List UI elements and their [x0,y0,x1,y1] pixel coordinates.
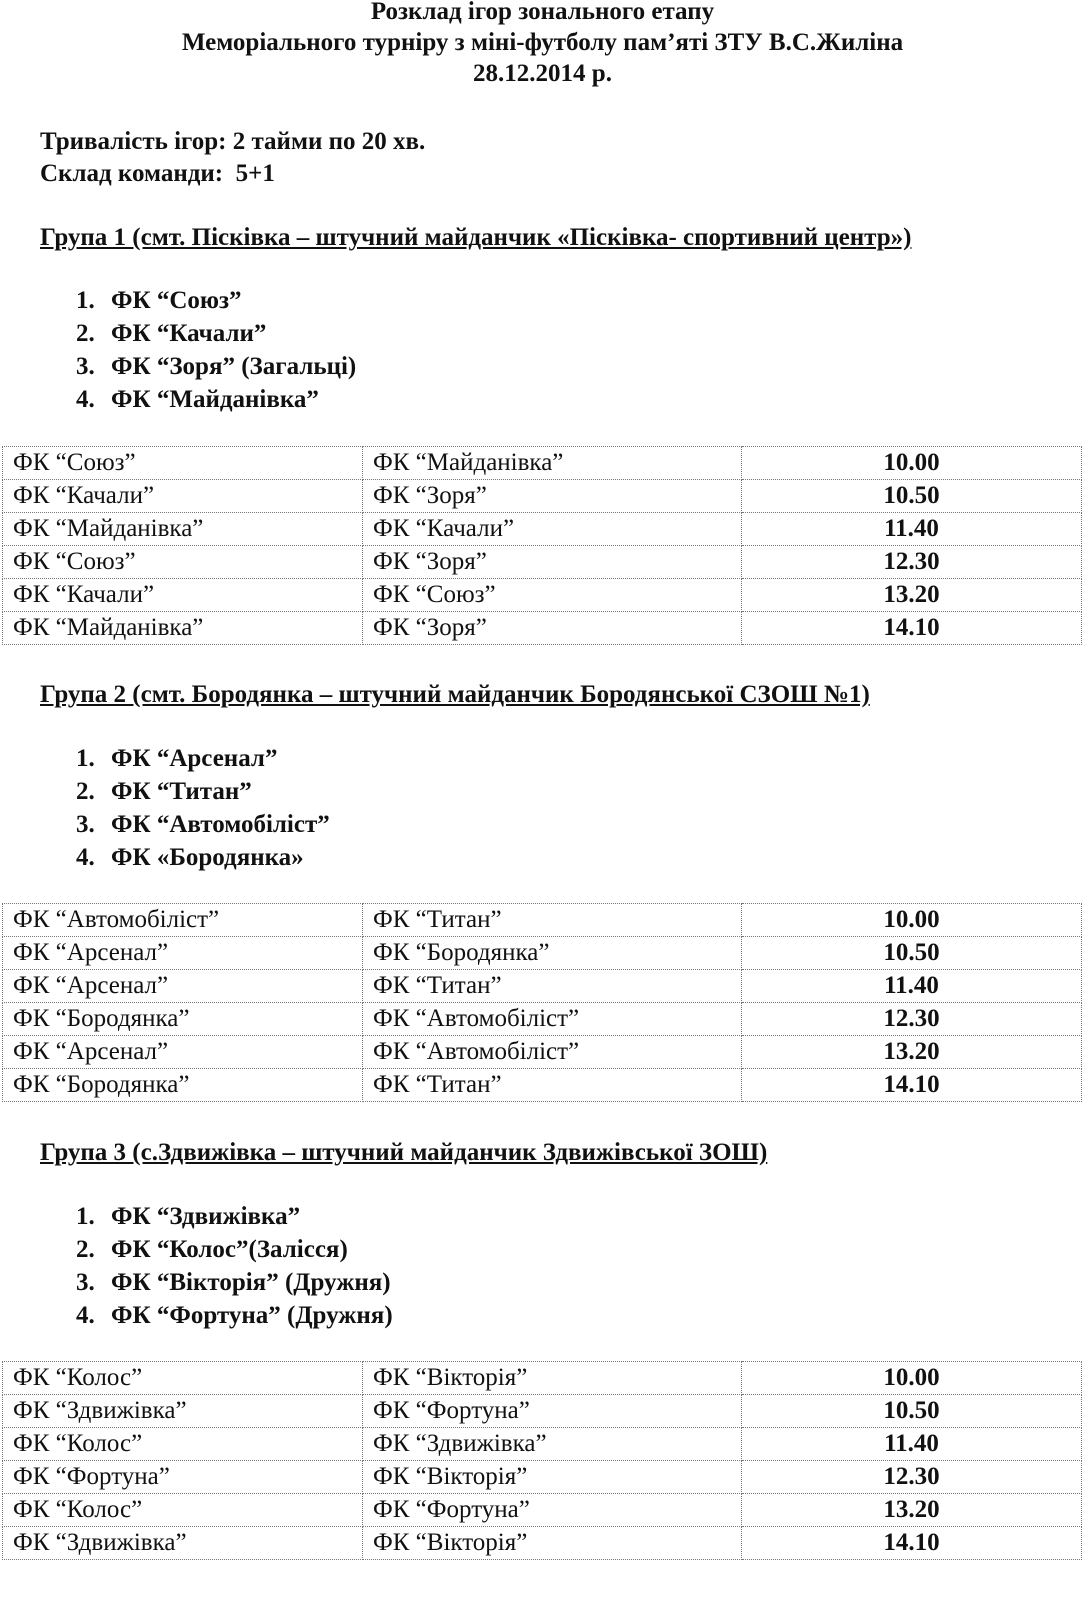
away-team-cell: ФК “Вікторія” [363,1362,742,1395]
list-item [76,383,356,416]
list-item [76,350,356,383]
list-item [76,1200,393,1233]
team-name: ФК “Союз” [111,287,242,314]
home-team-cell: ФК “Майданівка” [3,513,363,546]
list-item [76,317,356,350]
list-number: 4. [76,1302,95,1329]
table-row [3,513,1082,546]
away-team-cell: ФК “Майданівка” [363,447,742,480]
kickoff-time-cell: 11.40 [742,1428,1082,1461]
team-name: ФК “Вікторія” (Дружня) [111,1269,391,1296]
table-row [3,579,1082,612]
away-team-cell: ФК “Титан” [363,1069,742,1102]
list-number: 3. [76,811,95,838]
list-number: 1. [76,745,95,772]
home-team-cell: ФК “Бородянка” [3,1003,363,1036]
group-2-schedule-table [2,903,1082,1102]
away-team-cell: ФК “Зоря” [363,612,742,645]
away-team-cell: ФК “Бородянка” [363,937,742,970]
table-row [3,1362,1082,1395]
title-line-3: 28.12.2014 р. [473,60,612,87]
team-name: ФК “Зоря” (Загальці) [111,353,357,380]
title-line-2: Меморіального турніру з міні-футболу пам’яті ЗТУ В.С.Жиліна [181,29,904,56]
team-name: ФК “Майданівка” [111,386,319,413]
kickoff-time-cell: 11.40 [742,970,1082,1003]
list-item [76,284,356,317]
table-row [3,1461,1082,1494]
home-team-cell: ФК “Колос” [3,1428,363,1461]
kickoff-time-cell: 12.30 [742,1003,1082,1036]
table-row [3,612,1082,645]
away-team-cell: ФК “Вікторія” [363,1461,742,1494]
list-number: 3. [76,1269,95,1296]
home-team-cell: ФК “Фортуна” [3,1461,363,1494]
away-team-cell: ФК “Союз” [363,579,742,612]
table-row [3,1395,1082,1428]
duration-text: Тривалість ігор: 2 тайми по 20 хв. [40,128,426,155]
kickoff-time-cell: 14.10 [742,612,1082,645]
away-team-cell: ФК “Зоря” [363,480,742,513]
table-row [3,447,1082,480]
kickoff-time-cell: 10.00 [742,904,1082,937]
kickoff-time-cell: 13.20 [742,579,1082,612]
team-name: ФК “Автомобіліст” [111,811,330,838]
list-number: 1. [76,1203,95,1230]
team-name: ФК “Здвижівка” [111,1203,301,1230]
home-team-cell: ФК “Майданівка” [3,612,363,645]
kickoff-time-cell: 13.20 [742,1036,1082,1069]
list-number: 2. [76,320,95,347]
home-team-cell: ФК “Союз” [3,447,363,480]
table-row [3,1003,1082,1036]
table-row [3,480,1082,513]
title-line-1: Розклад ігор зонального етапу [370,0,715,25]
group-1-team-list [76,284,356,416]
away-team-cell: ФК “Автомобіліст” [363,1036,742,1069]
team-name: ФК “Арсенал” [111,745,278,772]
kickoff-time-cell: 12.30 [742,546,1082,579]
away-team-cell: ФК “Качали” [363,513,742,546]
home-team-cell: ФК “Автомобіліст” [3,904,363,937]
kickoff-time-cell: 11.40 [742,513,1082,546]
home-team-cell: ФК “Союз” [3,546,363,579]
list-number: 4. [76,844,95,871]
group-3-schedule-table [2,1361,1082,1560]
kickoff-time-cell: 10.50 [742,1395,1082,1428]
home-team-cell: ФК “Арсенал” [3,970,363,1003]
list-item [76,775,330,808]
away-team-cell: ФК “Вікторія” [363,1527,742,1560]
table-row [3,970,1082,1003]
kickoff-time-cell: 10.00 [742,447,1082,480]
list-item [76,742,330,775]
tournament-meta [40,126,425,190]
list-number: 3. [76,353,95,380]
list-number: 2. [76,778,95,805]
kickoff-time-cell: 14.10 [742,1527,1082,1560]
table-row [3,1494,1082,1527]
away-team-cell: ФК “Автомобіліст” [363,1003,742,1036]
list-item [76,808,330,841]
list-item [76,841,330,874]
home-team-cell: ФК “Арсенал” [3,1036,363,1069]
home-team-cell: ФК “Здвижівка” [3,1527,363,1560]
roster-text: Склад команди: 5+1 [40,160,275,187]
away-team-cell: ФК “Титан” [363,904,742,937]
table-row [3,904,1082,937]
table-row [3,1428,1082,1461]
home-team-cell: ФК “Колос” [3,1362,363,1395]
table-row [3,937,1082,970]
group-1-schedule-table [2,446,1082,645]
kickoff-time-cell: 12.30 [742,1461,1082,1494]
team-name: ФК “Титан” [111,778,252,805]
kickoff-time-cell: 14.10 [742,1069,1082,1102]
team-name: ФК «Бородянка» [111,844,304,871]
home-team-cell: ФК “Здвижівка” [3,1395,363,1428]
team-name: ФК “Колос”(Залісся) [111,1236,348,1263]
list-item [76,1299,393,1332]
kickoff-time-cell: 10.50 [742,480,1082,513]
kickoff-time-cell: 10.00 [742,1362,1082,1395]
team-name: ФК “Фортуна” (Дружня) [111,1302,393,1329]
home-team-cell: ФК “Качали” [3,579,363,612]
kickoff-time-cell: 13.20 [742,1494,1082,1527]
away-team-cell: ФК “Фортуна” [363,1395,742,1428]
group-2-team-list [76,742,330,874]
table-row [3,546,1082,579]
list-number: 1. [76,287,95,314]
away-team-cell: ФК “Титан” [363,970,742,1003]
group-1-heading: Група 1 (смт. Пісківка – штучний майданчик «Пісківка- спортивний центр») [40,224,912,251]
table-row [3,1069,1082,1102]
away-team-cell: ФК “Фортуна” [363,1494,742,1527]
group-2-heading: Група 2 (смт. Бородянка – штучний майданчик Бородянської СЗОШ №1) [40,681,870,708]
list-number: 4. [76,386,95,413]
table-row [3,1036,1082,1069]
list-number: 2. [76,1236,95,1263]
document-title [0,0,1085,89]
away-team-cell: ФК “Зоря” [363,546,742,579]
group-3-team-list [76,1200,393,1332]
team-name: ФК “Качали” [111,320,267,347]
home-team-cell: ФК “Арсенал” [3,937,363,970]
away-team-cell: ФК “Здвижівка” [363,1428,742,1461]
home-team-cell: ФК “Качали” [3,480,363,513]
kickoff-time-cell: 10.50 [742,937,1082,970]
home-team-cell: ФК “Колос” [3,1494,363,1527]
group-3-heading: Група 3 (с.Здвижівка – штучний майданчик Здвижівської ЗОШ) [40,1139,768,1166]
list-item [76,1266,393,1299]
home-team-cell: ФК “Бородянка” [3,1069,363,1102]
table-row [3,1527,1082,1560]
list-item [76,1233,393,1266]
